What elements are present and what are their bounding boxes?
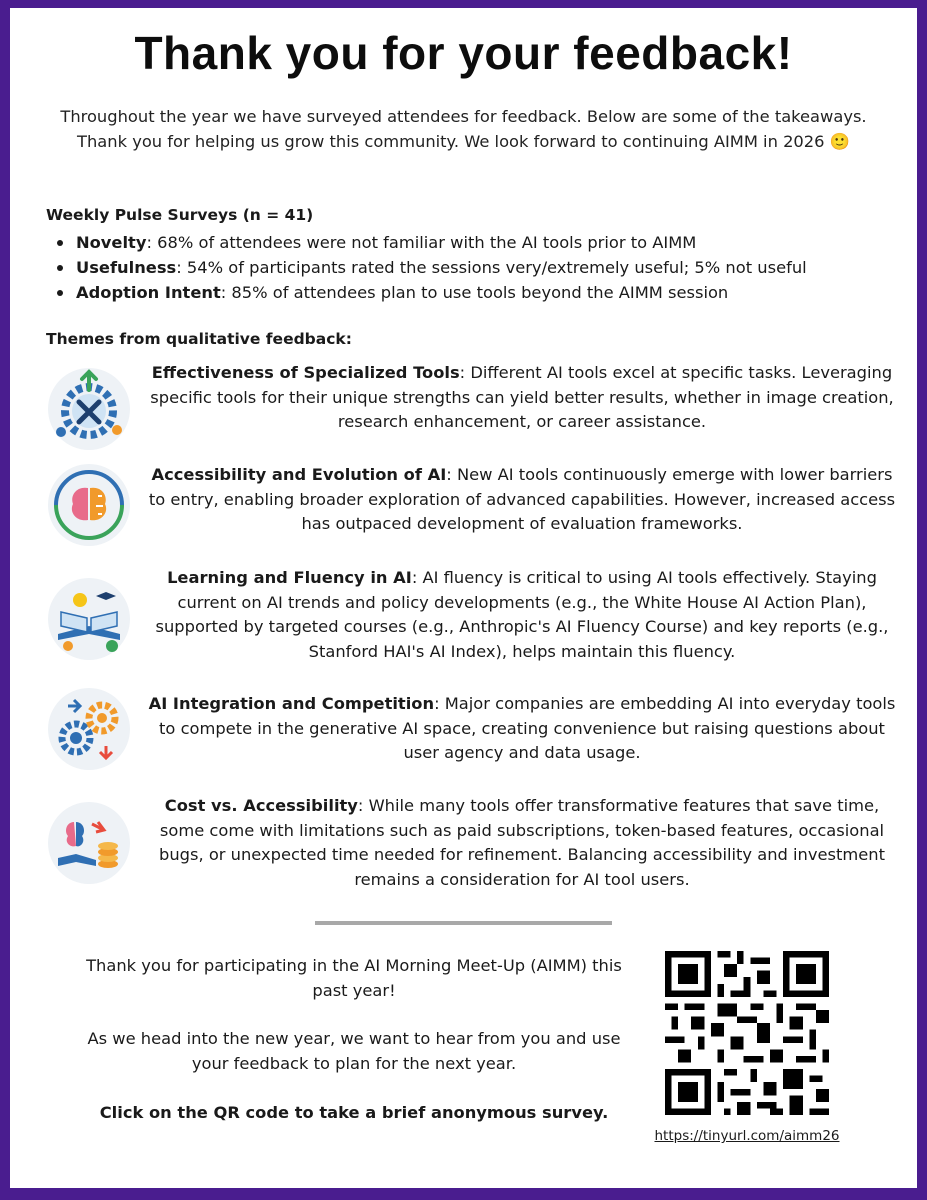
page-title: Thank you for your feedback!: [134, 27, 793, 79]
list-item: [46, 230, 896, 255]
theme-label: AI Integration and Competition: [148, 694, 435, 713]
brain-cycle-icon: [46, 462, 132, 548]
list-item: [46, 255, 896, 280]
theme-cost-accessibility: [146, 794, 898, 892]
theme-text: : Major companies are embedding AI into everyday tools to compete in the generative AI space, creating convenience but raising questions about user agency and data usage.: [159, 694, 896, 762]
section-divider: [315, 921, 612, 925]
pulse-survey-list: [46, 230, 896, 305]
specialized-tools-icon: [46, 366, 132, 452]
theme-label: Effectiveness of Specialized Tools: [151, 363, 460, 382]
bullet-label: Novelty: [76, 233, 147, 252]
footer-thanks: Thank you for participating in the AI Morning Meet-Up (AIMM) this past year!: [86, 956, 622, 1000]
theme-learning-fluency: [146, 566, 898, 664]
theme-accessibility-evolution: [146, 463, 898, 537]
theme-text: : While many tools offer transformative features that save time, some come with limitations such as paid subscriptions, token-based features, occasional bugs, or unexpected time needed for refinement. Balancing accessibility and investment remains a consideration for AI tool users.: [159, 796, 885, 889]
footer-cta: Click on the QR code to take a brief anonymous survey.: [99, 1103, 609, 1122]
gears-integration-icon: [46, 686, 132, 772]
cost-coins-icon: [46, 800, 132, 886]
themes-heading: Themes from qualitative feedback:: [46, 330, 352, 348]
theme-specialized-tools: [146, 361, 898, 435]
pulse-survey-heading: Weekly Pulse Surveys (n = 41): [46, 206, 314, 224]
list-item: [46, 280, 896, 305]
intro-text: Throughout the year we have surveyed attendees for feedback. Below are some of the takeaways. Thank you for helping us grow this community. We look forward to continuing AIMM in 2026 🙂: [60, 107, 867, 151]
theme-label: Cost vs. Accessibility: [164, 796, 358, 815]
bullet-text: : 54% of participants rated the sessions very/extremely useful; 5% not useful: [176, 258, 807, 277]
theme-label: Learning and Fluency in AI: [167, 568, 412, 587]
theme-integration-competition: [146, 692, 898, 766]
bullet-label: Adoption Intent: [76, 283, 221, 302]
bullet-text: : 68% of attendees were not familiar with the AI tools prior to AIMM: [146, 233, 697, 252]
bullet-label: Usefulness: [76, 258, 177, 277]
theme-label: Accessibility and Evolution of AI: [151, 465, 447, 484]
theme-text: : New AI tools continuously emerge with lower barriers to entry, enabling broader exploration of advanced capabilities. However, increased access has outpaced development of evaluation frameworks.: [148, 465, 896, 533]
bullet-text: : 85% of attendees plan to use tools beyond the AIMM session: [220, 283, 729, 302]
learning-book-icon: [46, 576, 132, 662]
footer-ask: As we head into the new year, we want to hear from you and use your feedback to plan for the next year.: [87, 1029, 621, 1073]
theme-text: : AI fluency is critical to using AI tools effectively. Staying current on AI trends and policy developments (e.g., the White House AI Action Plan), supported by targeted courses (e.g., Anthropic's AI Fluency Course) and key reports (e.g., Stanford HAI's AI Index), helps maintain this fluency.: [155, 568, 889, 661]
theme-text: : Different AI tools excel at specific tasks. Leveraging specific tools for their unique strengths can yield better results, whether in image creation, research enhancement, or career assistance.: [150, 363, 894, 431]
survey-qr-code[interactable]: [665, 951, 829, 1115]
survey-link[interactable]: https://tinyurl.com/aimm26: [654, 1128, 840, 1144]
